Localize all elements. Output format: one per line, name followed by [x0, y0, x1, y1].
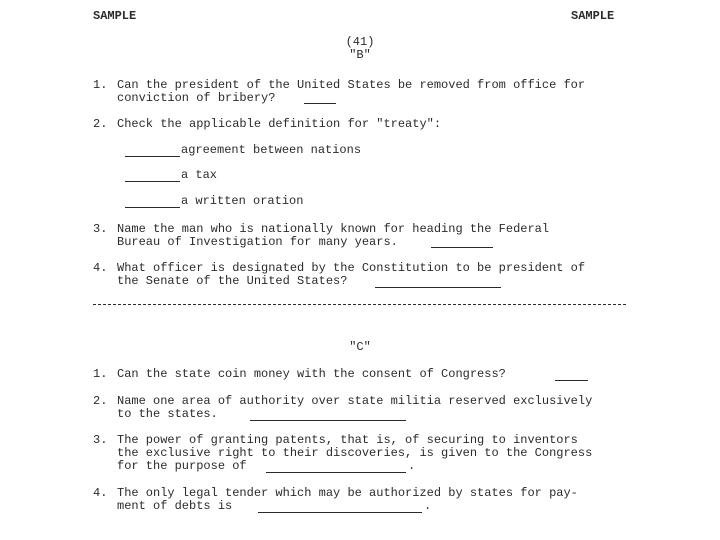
page-number: (41): [345, 35, 375, 49]
header-right-label: SAMPLE: [571, 9, 615, 23]
answer-blank: [258, 512, 422, 513]
question-text: What officer is designated by the Constitution to be president of: [117, 261, 586, 275]
section-b-title: "B": [349, 48, 371, 62]
question-number: 4.: [93, 486, 108, 500]
question-text: the Senate of the United States?: [117, 274, 348, 288]
period-mark: .: [408, 459, 416, 473]
answer-blank: [250, 420, 406, 421]
question-text: for the purpose of: [117, 459, 247, 473]
question-text: Bureau of Investigation for many years.: [117, 235, 398, 249]
question-number: 3.: [93, 433, 108, 447]
header-left-label: SAMPLE: [93, 9, 137, 23]
answer-blank: [431, 247, 493, 248]
option-label: a written oration: [181, 194, 304, 208]
answer-blank: [555, 380, 588, 381]
question-number: 4.: [93, 261, 108, 275]
question-text: conviction of bribery?: [117, 91, 276, 105]
answer-blank: [125, 207, 180, 208]
answer-blank: [125, 156, 180, 157]
question-text: The power of granting patents, that is, of securing to inventors: [117, 433, 578, 447]
option-label: agreement between nations: [181, 143, 362, 157]
question-number: 2.: [93, 117, 108, 131]
answer-blank: [375, 287, 501, 288]
answer-blank: [125, 181, 180, 182]
question-text: ment of debts is: [117, 499, 233, 513]
section-divider: [93, 304, 626, 305]
period-mark: .: [424, 499, 432, 513]
question-number: 3.: [93, 222, 108, 236]
option-label: a tax: [181, 168, 218, 182]
question-number: 2.: [93, 394, 108, 408]
question-text: The only legal tender which may be authorized by states for pay-: [117, 486, 578, 500]
question-text: Name one area of authority over state militia reserved exclusively: [117, 394, 593, 408]
answer-blank: [266, 472, 406, 473]
question-text: Check the applicable definition for "treaty":: [117, 117, 442, 131]
question-text: Can the president of the United States be removed from office for: [117, 78, 586, 92]
answer-blank: [304, 103, 336, 104]
question-text: the exclusive right to their discoveries, is given to the Congress: [117, 446, 593, 460]
question-number: 1.: [93, 78, 108, 92]
question-number: 1.: [93, 367, 108, 381]
question-text: to the states.: [117, 407, 218, 421]
section-c-title: "C": [349, 340, 371, 354]
question-text: Name the man who is nationally known for heading the Federal: [117, 222, 550, 236]
question-text: Can the state coin money with the consent of Congress?: [117, 367, 506, 381]
